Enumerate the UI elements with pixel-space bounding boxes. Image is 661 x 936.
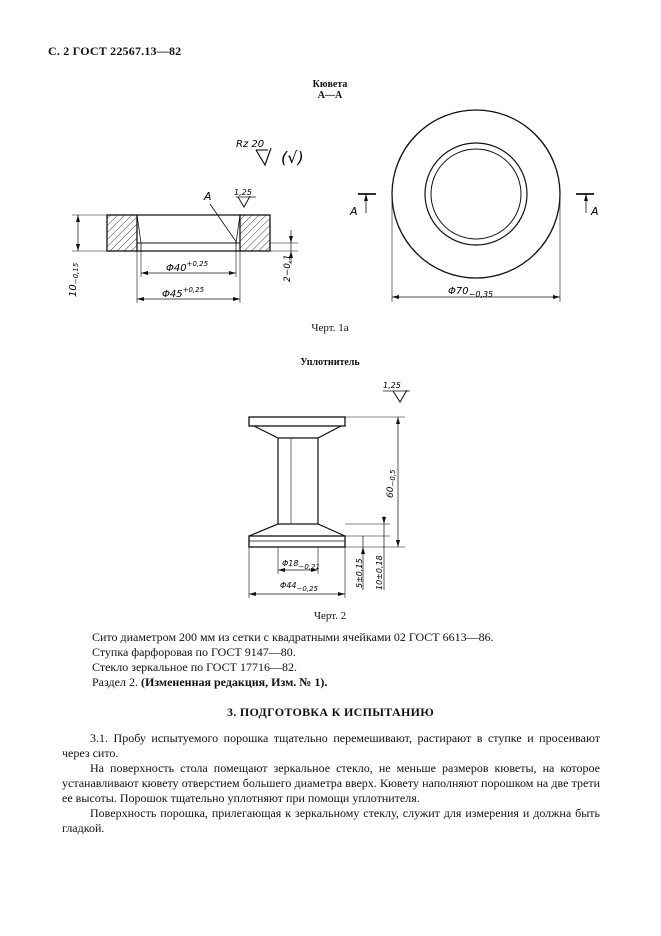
- list-item: Стекло зеркальное по ГОСТ 17716—82.: [92, 660, 297, 674]
- fig2-dim-60: $60_{-0,5}$: [386, 469, 397, 498]
- fig1-roughness-small-icon: [238, 196, 250, 207]
- paragraph: 3.1. Пробу испытуемого порошка тщательно перемешивают, растирают в ступке и просеивают через сито.: [62, 731, 600, 760]
- fig1-dim-d45: $\Phi 45^{+0,25}$: [162, 286, 205, 300]
- fig1-inner-ring: [425, 143, 527, 245]
- fig2-top-flange: [249, 417, 345, 426]
- amendment-note: (Измененная редакция, Изм. № 1).: [140, 675, 328, 689]
- fig1-wall-left: [107, 215, 137, 251]
- amendment-prefix: Раздел 2.: [92, 675, 138, 689]
- list-item: Сито диаметром 200 мм из сетки с квадратными ячейками 02 ГОСТ 6613—86.: [92, 630, 494, 644]
- page-header: С. 2 ГОСТ 22567.13—82: [48, 44, 182, 58]
- fig1-roughness-small-label: 1,25: [234, 188, 252, 197]
- fig2-title: Уплотнитель: [300, 357, 360, 368]
- fig1-roughness-main-label: Rz 20: [236, 139, 265, 150]
- fig1-wall-right: [240, 215, 270, 251]
- section-title: 3. ПОДГОТОВКА К ИСПЫТАНИЮ: [226, 705, 435, 719]
- fig1-dim-d70: $\Phi 70_{-0,35}$: [448, 286, 494, 299]
- fig2-bottom-flange: [249, 536, 345, 547]
- fig1-dim-height: $10_{-0,15}$: [68, 262, 80, 297]
- fig2-roughness-label: 1,25: [383, 381, 401, 390]
- fig2-caption: Черт. 2: [313, 610, 347, 622]
- equipment-list: [92, 630, 494, 690]
- fig1-dim-step: 2−0,1: [283, 254, 293, 282]
- fig2-roughness-icon: [393, 390, 407, 402]
- fig2-dim-d44: Φ44−0,25: [280, 581, 318, 593]
- fig1-section-a-left: A: [350, 205, 358, 218]
- fig1-section-label: А—А: [317, 90, 343, 101]
- paragraph: На поверхность стола помещают зеркальное стекло, не меньше размеров кюветы, на которое устанавливают кювету отверстием большего диаметра вверх. Кювету наполняют порошком на две трети ее высоты. Порошок тщательно уплотняют при помощи уплотнителя.: [62, 761, 600, 805]
- fig2-dim-5: 5±0,15: [355, 558, 364, 588]
- fig2-dim-d18: Φ18−0,21: [282, 559, 320, 571]
- paragraph: Поверхность порошка, прилегающая к зеркальному стеклу, служит для измерения и должна быть гладкой.: [62, 806, 600, 835]
- fig1-roughness-paren: (√): [281, 148, 304, 167]
- fig1-section-a-right: A: [591, 205, 599, 218]
- fig2-dim-10: 10±0,18: [375, 555, 384, 590]
- fig1-label-a: A: [204, 190, 212, 203]
- fig1-title: Кювета: [312, 79, 348, 90]
- fig1-caption: Черт. 1а: [311, 322, 349, 334]
- fig1-outer-ring: [392, 110, 560, 278]
- body-text: [62, 731, 600, 836]
- fig1-dim-d40: $\Phi 40^{+0,25}$: [166, 260, 209, 274]
- list-item: [92, 675, 494, 690]
- list-item: Ступка фарфоровая по ГОСТ 9147—80.: [92, 645, 296, 659]
- fig1-bore-ring: [431, 149, 521, 239]
